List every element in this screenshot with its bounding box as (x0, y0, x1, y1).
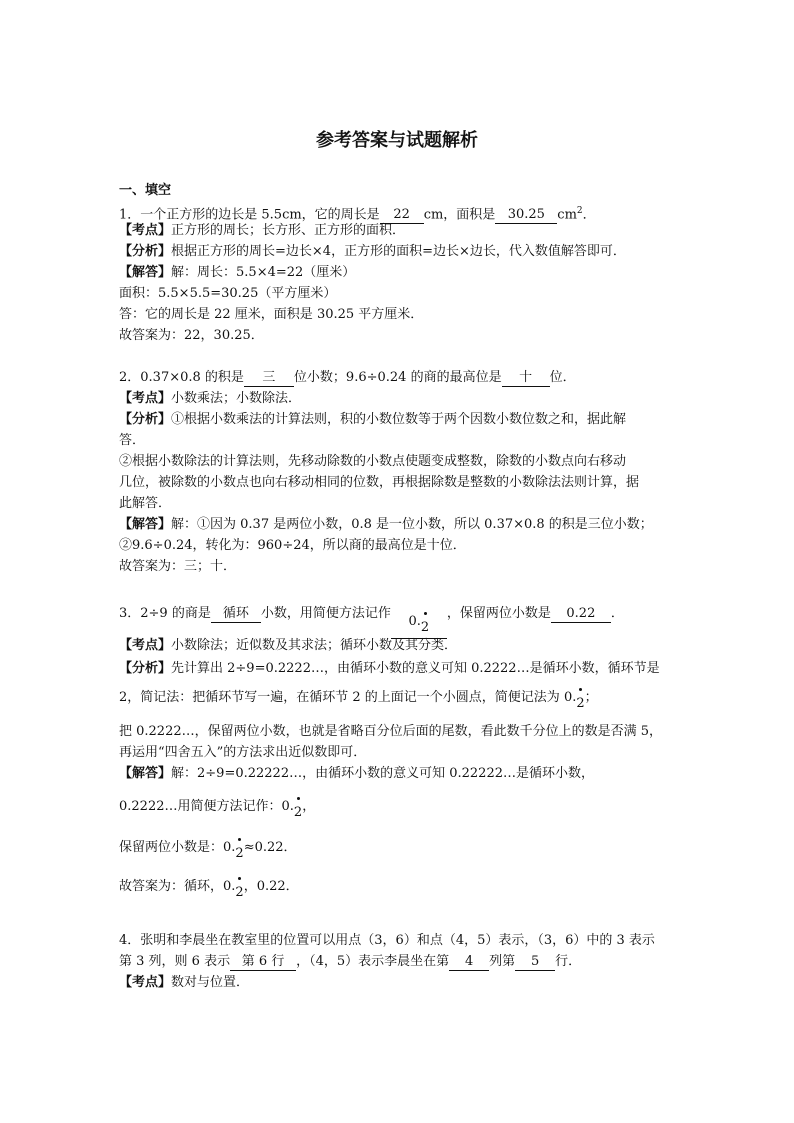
q3-jieda: 【解答】解：2÷9=0.22222…，由循环小数的意义可知 0.22222…是循环小数， (119, 766, 594, 781)
recurring-dot-icon (238, 877, 241, 880)
q3-fenxi: 【分析】先计算出 2÷9=0.2222…，由循环小数的意义可知 0.2222…是循环小数，循环节是 (119, 661, 660, 676)
q1-fenxi: 【分析】根据正方形的周长=边长×4，正方形的面积=边长×边长，代入数值解答即可． (119, 244, 626, 259)
q3-answer-blank-3: 0.22 (551, 606, 611, 623)
q3-solution-line: 0.2222…用简便方法记作：0. 2， (119, 799, 316, 820)
section-heading: 一、填空 (119, 183, 172, 198)
recurring-digit: 2 (421, 618, 429, 638)
q2-fenxi-line: 此解答． (119, 496, 172, 511)
q3-stem: 3．2÷9 的商是 循环 小数，用简便方法记作0. 2，保留两位小数是 0.22 ． (119, 604, 624, 639)
q3-kaodian: 【考点】小数除法；近似数及其求法；循环小数及其分类． (119, 638, 458, 653)
q2-answer-blank-2: 十 (502, 370, 550, 387)
q2-stem: 2．0.37×0.8 的积是 三 位小数；9.6÷0.24 的商的最高位是 十 位． (119, 370, 576, 385)
q4-answer-blank-2: 4 (449, 954, 489, 971)
recurring-dot-icon (424, 612, 427, 615)
q2-final-answer: 故答案为：三；十． (119, 559, 237, 574)
q2-fenxi-line: ②根据小数除法的计算法则，先移动除数的小数点使题变成整数，除数的小数点向右移动 (119, 454, 627, 469)
q2-kaodian: 【考点】小数乘法；小数除法． (119, 391, 302, 406)
page-title: 参考答案与试题解析 (316, 130, 478, 151)
q3-final-answer: 故答案为：循环，0. 2，0.22． (119, 879, 299, 900)
q3-solution-line: 保留两位小数是：0. 2≈0.22． (119, 840, 297, 861)
q1-kaodian: 【考点】正方形的周长；长方形、正方形的面积． (119, 223, 406, 238)
q2-fenxi-line: 几位，被除数的小数点也向右移动相同的位数，再根据除数是整数的小数除法法则计算，据 (119, 475, 640, 490)
q1-solution-line: 答：它的周长是 22 厘米，面积是 30.25 平方厘米． (119, 307, 424, 322)
q3-fenxi-line: 2，简记法：把循环节写一遍，在循环节 2 的上面记一个小圆点，简便记法为 0. 2； (119, 690, 598, 711)
recurring-dot-icon (579, 688, 582, 691)
q2-fenxi: 【分析】①根据小数乘法的计算法则，积的小数位数等于两个因数小数位数之和，据此解 (119, 412, 627, 427)
q3-fenxi-line: 把 0.2222…，保留两位小数，也就是省略百分位后面的尾数，看此数千分位上的数是否满 5， (119, 724, 663, 739)
recurring-dot-icon (238, 838, 241, 841)
q1-solution-line: 面积：5.5×5.5=30.25（平方厘米） (119, 286, 337, 301)
q4-kaodian: 【考点】数对与位置． (119, 975, 250, 990)
q2-fenxi-line: 答． (119, 433, 146, 448)
q1-answer-blank-2: 30.25 (495, 207, 557, 224)
q3-answer-blank-2: 0. 2 (391, 612, 447, 639)
q1-stem: 1．一个正方形的边长是 5.5cm，它的周长是 22 cm，面积是 30.25 $cm^2$． (119, 206, 596, 223)
q2-answer-blank-1: 三 (244, 370, 294, 387)
q4-answer-blank-1: 第 6 行 (230, 954, 296, 971)
q4-stem: 4．张明和李晨坐在教室里的位置可以用点（3，6）和点（4，5）表示，（3，6）中的 3 表示 (119, 933, 655, 948)
q1-final-answer: 故答案为：22，30.25． (119, 328, 264, 343)
q4-answer-blank-3: 5 (515, 954, 555, 971)
q1-answer-blank-1: 22 (380, 207, 424, 224)
q3-fenxi-line: 再运用“四舍五入”的方法求出近似数即可． (119, 745, 367, 760)
q2-solution-line: ②9.6÷0.24，转化为：960÷24，所以商的最高位是十位． (119, 538, 466, 553)
q3-answer-blank-1: 循环 (211, 606, 261, 623)
q2-jieda: 【解答】解：①因为 0.37 是两位小数，0.8 是一位小数，所以 0.37×0.8 的积是三位小数； (119, 517, 653, 532)
q1-jieda: 【解答】解：周长：5.5×4=22（厘米） (119, 265, 356, 280)
q4-stem-cont: 第 3 列，则 6 表示 第 6 行 ，（4，5）表示李晨坐在第 4 列第 5 行． (119, 954, 582, 969)
recurring-dot-icon (297, 797, 300, 800)
